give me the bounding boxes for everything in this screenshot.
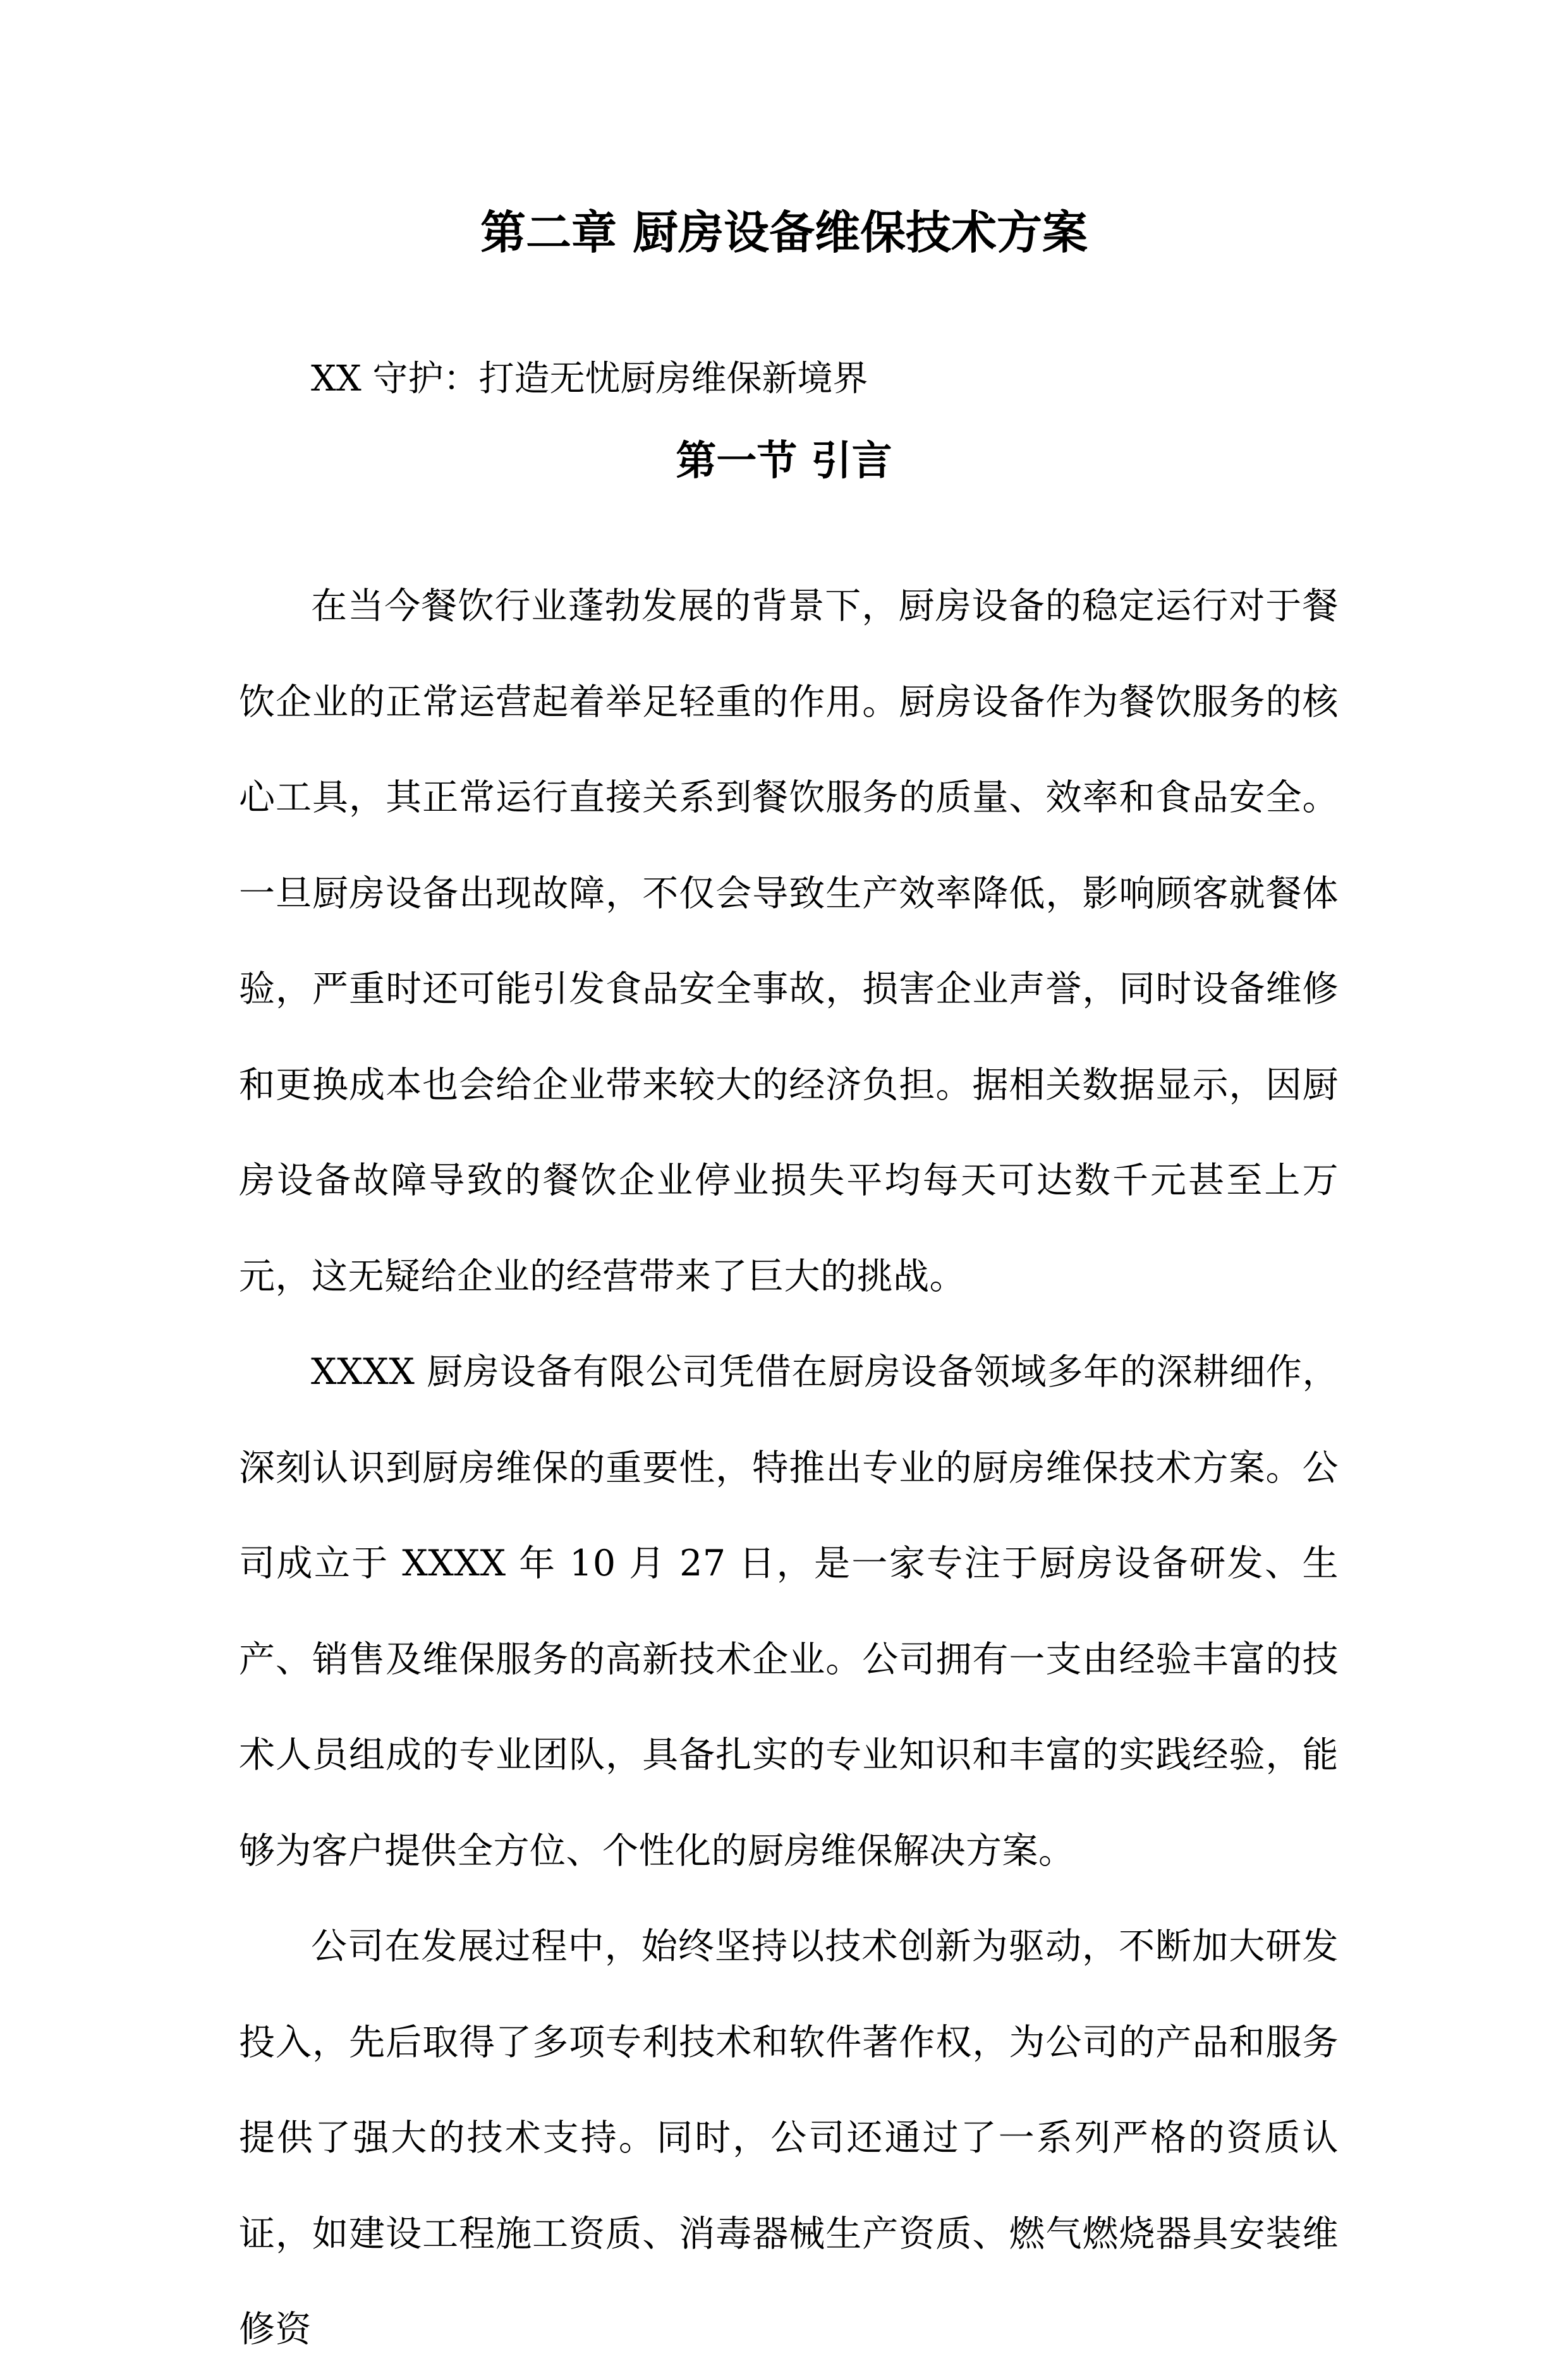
paragraph-intro-background: 在当今餐饮行业蓬勃发展的背景下，厨房设备的稳定运行对于餐饮企业的正常运营起着举足轻重的作用。厨房设备作为餐饮服务的核心工具，其正常运行直接关系到餐饮服务的质量、效率和食品安全。一旦厨房设备出现故障，不仅会导致生产效率降低，影响顾客就餐体验，严重时还可能引发食品安全事故，损害企业声誉，同时设备维修和更换成本也会给企业带来较大的经济负担。据相关数据显示，因厨房设备故障导致的餐饮企业停业损失平均每天可达数千元甚至上万元，这无疑给企业的经营带来了巨大的挑战。 (239, 585, 1339, 1297)
chapter-title: 第二章 厨房设备维保技术方案 (480, 205, 1088, 259)
document-subtitle: XX 守护：打造无忧厨房维保新境界 (311, 358, 868, 399)
paragraph-company-development: 公司在发展过程中，始终坚持以技术创新为驱动，不断加大研发投入，先后取得了多项专利技术和软件著作权，为公司的产品和服务提供了强大的技术支持。同时，公司还通过了一系列严格的资质认证，如建设工程施工资质、消毒器械生产资质、燃气燃烧器具安装维修资 (239, 1926, 1339, 2350)
paragraph-company-profile: XXXX 厨房设备有限公司凭借在厨房设备领域多年的深耕细作，深刻认识到厨房维保的重要性，特推出专业的厨房维保技术方案。公司成立于 XXXX 年 10 月 27 日，是一家专注于厨房设备研发、生产、销售及维保服务的高新技术企业。公司拥有一支由经验丰富的技术人员组成的专业团队，具备扎实的专业知识和丰富的实践经验，能够为客户提供全方位、个性化的厨房维保解决方案。 (239, 1351, 1339, 1872)
body-text (239, 559, 1339, 2378)
section-title: 第一节 引言 (676, 437, 892, 485)
